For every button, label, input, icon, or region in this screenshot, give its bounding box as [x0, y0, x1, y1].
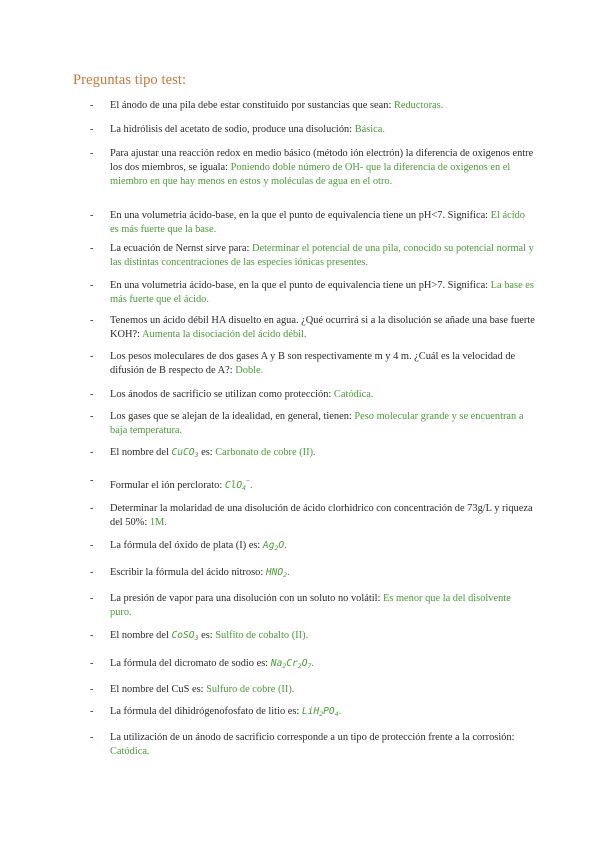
answer: Peso molecular grande y se encuentran a baja temperatura.	[110, 411, 524, 437]
question-stem: En una volumetria ácido-base, en la que el punto de equivalencia tiene un pH>7. Significa:	[110, 280, 491, 291]
question-item	[90, 350, 535, 378]
question-stem: La fórmula del dicromato de sodio es:	[110, 658, 271, 669]
question-text	[110, 592, 535, 620]
list-dash: -	[90, 475, 94, 486]
formula-part: O	[278, 540, 285, 551]
answer: .	[284, 540, 287, 551]
formula-part: O	[301, 658, 308, 669]
chemical-formula	[270, 658, 315, 670]
list-dash: -	[90, 540, 94, 551]
question-text	[110, 539, 535, 555]
question-text	[110, 683, 535, 697]
formula-subscript: 4	[334, 710, 339, 718]
question-stem: La utilización de un ánodo de sacrificio corresponde a un tipo de protección frente a la corrosión:	[110, 732, 515, 743]
chemical-formula	[263, 540, 284, 551]
question-text	[110, 731, 535, 759]
list-dash: -	[90, 315, 94, 326]
question-stem: Escribir la fórmula del ácido nitroso:	[110, 567, 266, 578]
question-stem-end: es:	[198, 630, 216, 641]
answer: Sulfito de cobalto (II).	[215, 630, 309, 641]
answer: Básica.	[354, 124, 385, 135]
list-dash: -	[90, 684, 94, 695]
question-stem: Formular el ión perclorato:	[110, 480, 225, 491]
question-item	[90, 279, 535, 307]
list-dash: -	[90, 503, 94, 514]
question-stem: La presión de vapor para una disolución con un soluto no volátil:	[110, 593, 383, 604]
question-stem: Los pesos moleculares de dos gases A y B son respectivamente m y 4 m. ¿Cuál es la velocidad de difusión de B respecto de A?:	[110, 351, 516, 377]
answer: Es menor que la del disolvente puro.	[110, 593, 511, 619]
question-stem: Tenemos un ácido débil HA disuelto en agua. ¿Qué ocurrirá si a la disolución se añade una base fuerte KOH?:	[110, 315, 535, 341]
question-text	[110, 99, 535, 113]
question-text	[110, 350, 535, 378]
list-dash: -	[90, 658, 94, 669]
question-item	[90, 592, 535, 620]
question-stem: Los ánodos de sacrificio se utilizan como protección:	[110, 389, 334, 400]
chemical-formula	[171, 447, 198, 458]
question-item	[90, 705, 535, 721]
answer: .	[250, 480, 253, 491]
question-item	[90, 539, 535, 555]
question-stem: Los gases que se alejan de la idealidad, en general, tienen:	[110, 411, 355, 422]
question-item	[90, 99, 535, 113]
question-text	[110, 410, 535, 438]
question-stem: La ecuación de Nernst sirve para:	[110, 243, 252, 254]
question-stem: El nombre del CuS es:	[110, 684, 207, 695]
question-item	[90, 209, 535, 237]
question-stem: La fórmula del óxido de plata (I) es:	[110, 540, 263, 551]
list-dash: -	[90, 732, 94, 743]
question-item	[90, 314, 535, 342]
question-stem: En una volumetria ácido-base, en la que el punto de equivalencia tiene un pH<7. Significa:	[110, 210, 491, 221]
formula-part: PO	[323, 706, 335, 717]
question-stem: El ánodo de una pila debe estar constituido por sustancias que sean:	[110, 100, 394, 111]
question-text	[110, 147, 535, 190]
list-dash: -	[90, 389, 94, 400]
list-dash: -	[90, 706, 94, 717]
answer: 1M.	[149, 517, 167, 529]
list-dash: -	[90, 567, 94, 578]
list-dash: -	[90, 351, 94, 362]
answer: .	[287, 567, 290, 578]
answer: Doble.	[235, 365, 264, 377]
question-item	[90, 410, 535, 438]
formula-part: Na	[270, 658, 283, 669]
question-item	[90, 731, 535, 759]
question-item	[90, 683, 535, 697]
answer: Sulfuro de cobre (II).	[206, 684, 295, 695]
question-item	[90, 657, 535, 673]
question-text	[110, 314, 535, 342]
chemical-formula	[171, 630, 198, 641]
formula-subscript: 2	[282, 662, 287, 670]
answer: Carbonato de cobre (II).	[215, 447, 316, 458]
formula-part: ClO	[224, 480, 243, 491]
formula-subscript: 2	[297, 662, 302, 670]
formula-subscript: 4	[242, 484, 247, 492]
answer: Reductoras.	[393, 100, 444, 111]
question-stem: El nombre del	[110, 630, 172, 641]
list-dash: -	[90, 124, 94, 135]
list-dash: -	[90, 447, 94, 458]
question-stem: Determinar la molaridad de una disolución de ácido clorhidrico con concentración de 73g/L y riqueza del 50%:	[110, 503, 533, 529]
answer: Catódica.	[110, 746, 150, 758]
formula-part: Ag	[262, 540, 275, 551]
formula-part: HNO	[265, 567, 284, 578]
answer: Determinar el potencial de una pila, conocido su potencial normal y las distintas concentraciones de las especies iónicas presentes.	[110, 243, 534, 269]
formula-subscript: 3	[194, 451, 199, 459]
question-stem: El nombre del	[110, 447, 172, 458]
question-item	[90, 566, 535, 582]
answer: Aumenta la disociación del ácido débil.	[142, 329, 307, 341]
answer: Catódica.	[333, 389, 374, 400]
list-dash: -	[90, 280, 94, 291]
question-text	[110, 629, 535, 645]
question-text	[110, 123, 535, 137]
question-item	[90, 474, 535, 495]
answer: El ácido es más fuerte que la base.	[110, 210, 526, 236]
formula-part: CuCO	[171, 447, 195, 458]
question-stem: La fórmula del dihidrógenofosfato de litio es:	[110, 706, 302, 717]
chemical-formula	[266, 567, 287, 578]
question-text	[110, 566, 535, 582]
question-item	[90, 629, 535, 645]
chemical-formula	[302, 706, 339, 717]
answer: Poniendo doble número de OH- que la diferencia de oxigenos en el miembro en que hay menos en estos y moléculas de agua en el otro.	[110, 162, 511, 188]
question-item	[90, 123, 535, 137]
formula-part: CoSO	[171, 630, 195, 641]
formula-subscript: 7	[307, 662, 312, 670]
question-text	[110, 705, 535, 721]
formula-subscript: 2	[283, 571, 288, 579]
formula-subscript: 3	[194, 634, 199, 642]
question-text	[110, 388, 535, 402]
list-dash: -	[90, 411, 94, 422]
question-item	[90, 502, 535, 530]
list-dash: -	[90, 243, 94, 254]
question-text	[110, 502, 535, 530]
answer: La base es más fuerte que el ácido.	[110, 280, 534, 306]
section-title: Preguntas tipo test:	[73, 72, 187, 88]
answer: .	[311, 658, 315, 669]
question-item	[90, 242, 535, 270]
question-item	[90, 446, 535, 462]
chemical-formula	[224, 477, 251, 492]
question-text	[110, 474, 535, 495]
formula-superscript: −	[246, 477, 251, 485]
question-text	[110, 242, 535, 270]
formula-part: LiH	[301, 706, 320, 717]
question-text	[110, 209, 535, 237]
question-item	[90, 388, 535, 402]
formula-subscript: 2	[274, 544, 279, 552]
question-stem: La hidrólisis del acetato de sodio, produce una disolución:	[110, 124, 355, 135]
list-dash: -	[90, 100, 94, 111]
question-item	[90, 147, 535, 190]
formula-subscript: 2	[319, 710, 324, 718]
list-dash: -	[90, 630, 94, 641]
list-dash: -	[90, 593, 94, 604]
list-dash: -	[90, 210, 94, 221]
question-text	[110, 657, 535, 673]
formula-part: Cr	[286, 658, 298, 669]
question-text	[110, 279, 535, 307]
answer: .	[338, 706, 342, 717]
question-stem: Para ajustar una reacción redox en medio básico (método ión electrón) la diferencia de oxigenos entre los dos miembros, se iguala:	[110, 148, 534, 174]
question-text	[110, 446, 535, 462]
question-stem-end: es:	[198, 447, 216, 458]
list-dash: -	[90, 148, 94, 159]
